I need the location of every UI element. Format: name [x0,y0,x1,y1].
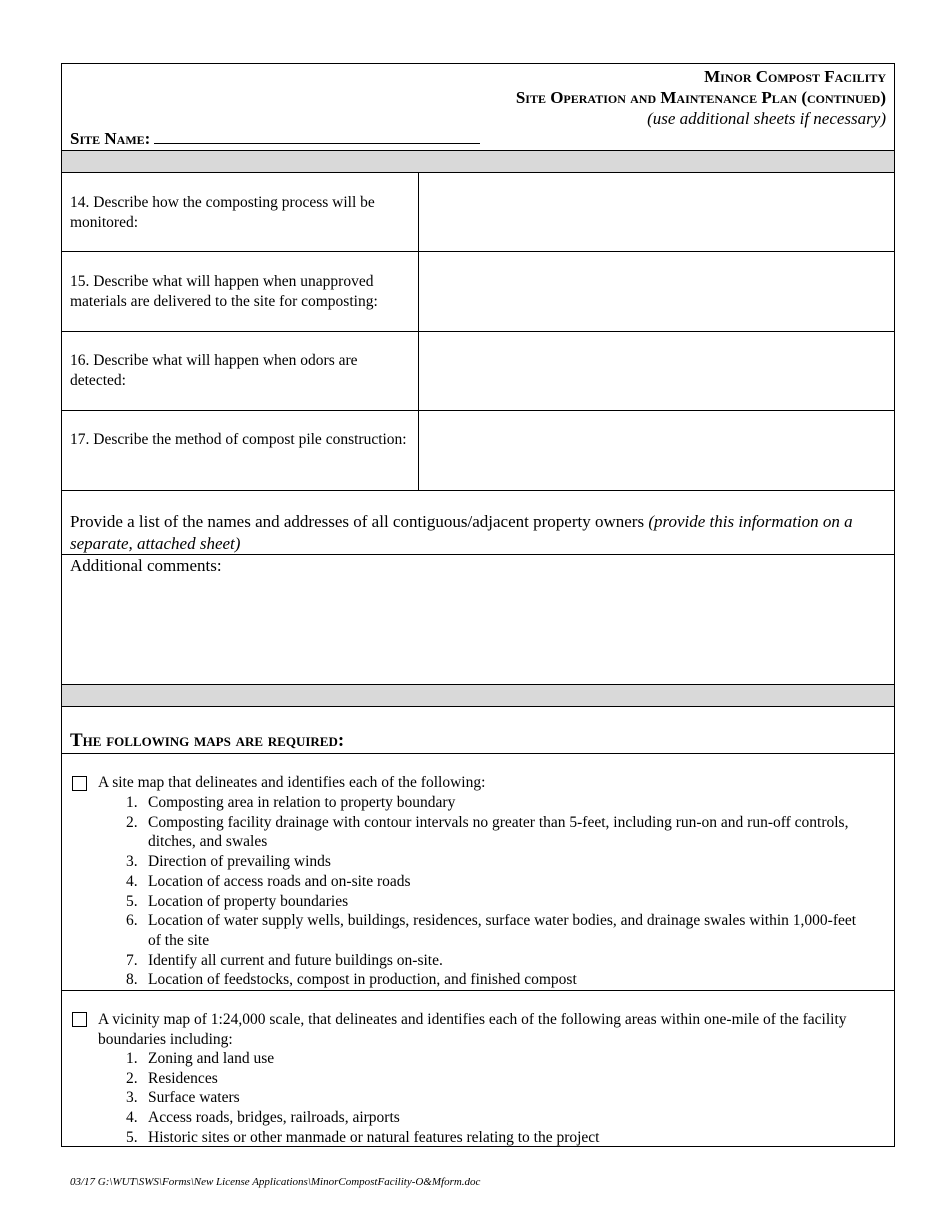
question-15: 15. Describe what will happen when unapproved materials are delivered to the site for composting: [70,273,378,310]
vicinity-map-item [126,1128,866,1148]
adjacent-owners-text: Provide a list of the names and addresses of all contiguous/adjacent property owners [70,512,645,531]
list-text: Location of feedstocks, compost in production, and finished compost [148,971,577,989]
site-map-item [126,970,866,990]
site-map-item [126,852,866,872]
grey-band [62,151,894,172]
form-header [516,66,886,129]
form-frame [61,63,895,1147]
divider [62,554,894,555]
list-number: 7. [126,951,138,969]
vicinity-map-item [126,1088,866,1108]
list-number: 6. [126,912,138,930]
answer-14-field[interactable] [420,173,894,251]
site-map-item [126,951,866,971]
list-text: Zoning and land use [148,1050,275,1067]
form-title: Minor Compost Facility [704,67,886,86]
answer-16-field[interactable] [420,332,894,410]
list-number: 8. [126,971,138,989]
list-number: 3. [126,1089,138,1107]
site-map-item [126,911,866,950]
divider [62,706,894,707]
list-number: 4. [126,1109,138,1127]
answer-15-field[interactable] [420,252,894,330]
list-number: 4. [126,872,138,890]
site-name-label: Site Name: [70,129,151,148]
question-16: 16. Describe what will happen when odors are detected: [70,352,358,389]
form-note: (use additional sheets if necessary) [647,109,886,128]
list-text: Composting area in relation to property boundary [148,794,456,811]
divider [62,490,894,491]
site-map-item [126,813,866,852]
vicinity-map-list [126,1049,866,1148]
site-name-row [70,129,480,149]
maps-required-title: The following maps are required: [70,730,345,751]
additional-comments-field[interactable] [70,578,886,682]
list-number: 3. [126,853,138,871]
adjacent-owners-note: (provide this information on a separate, attached sheet) [70,512,853,553]
list-text: Residences [148,1069,218,1087]
additional-comments-label: Additional comments: [70,556,222,575]
question-14: 14. Describe how the composting process will be monitored: [70,194,375,231]
vicinity-map-checkbox[interactable] [72,1012,87,1027]
site-map-intro: A site map that delineates and identifies each of the following: [98,774,486,791]
list-number: 5. [126,1128,138,1146]
file-path-footer: 03/17 G:\WUT\SWS\Forms\New License Applications\MinorCompostFacility-O&Mform.doc [70,1176,481,1188]
list-text: Access roads, bridges, railroads, airports [148,1109,400,1127]
site-map-checkbox[interactable] [72,776,87,791]
list-number: 2. [126,1069,138,1087]
list-number: 5. [126,892,138,910]
site-map-item [126,892,866,912]
grey-band [62,685,894,706]
vicinity-map-item [126,1069,866,1089]
vicinity-map-item [126,1049,866,1069]
answer-17-field[interactable] [420,411,894,489]
list-number: 2. [126,813,138,831]
list-text: Location of water supply wells, buildings, residences, surface water bodies, and drainage swales within 1,000-feet of the site [148,912,857,949]
list-text: Composting facility drainage with contour intervals no greater than 5-feet, including run-on and run-off controls, ditches, and swales [148,813,849,851]
site-name-field[interactable] [154,129,480,144]
vicinity-map-item [126,1108,866,1128]
list-text: Location of property boundaries [148,892,349,910]
divider [62,990,894,991]
site-map-item [126,793,866,813]
form-subtitle: Site Operation and Maintenance Plan (continued) [515,88,886,107]
list-text: Identify all current and future buildings on-site. [148,951,443,969]
question-17: 17. Describe the method of compost pile construction: [70,431,407,448]
vicinity-map-intro-text: A vicinity map of 1:24,000 scale, that delineates and identifies each of the following areas within one-mile of the facility boundaries including: [98,1011,847,1048]
site-map-list [126,793,866,990]
list-text: Historic sites or other manmade or natural features relating to the project [148,1128,600,1146]
site-map-item [126,872,866,892]
adjacent-owners-instruction [70,511,870,555]
list-text: Location of access roads and on-site roads [148,872,411,890]
vicinity-map-intro [98,1010,888,1050]
divider [62,753,894,754]
list-text: Surface waters [148,1089,240,1107]
list-number: 1. [126,1050,138,1067]
list-number: 1. [126,794,138,811]
list-text: Direction of prevailing winds [148,853,331,871]
